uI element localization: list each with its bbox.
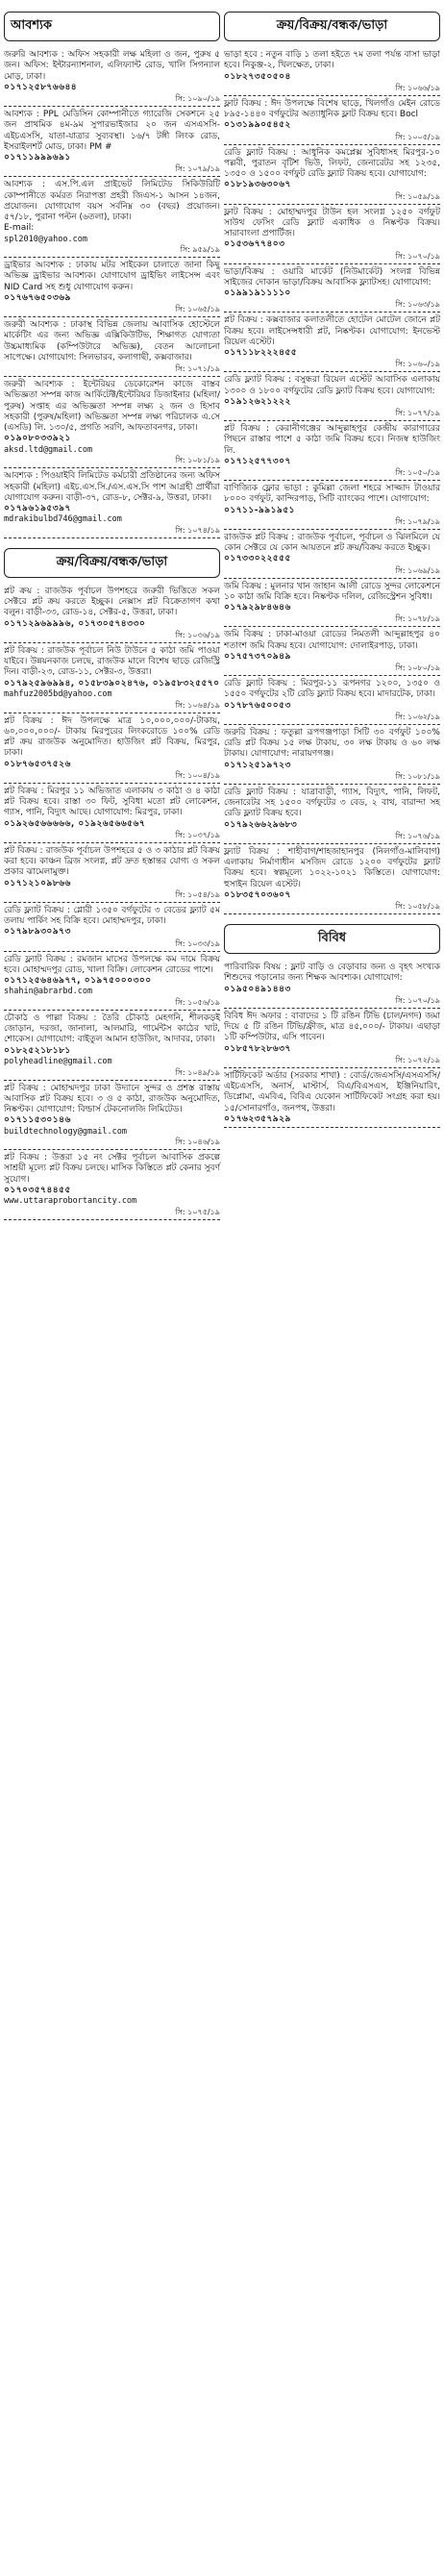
ad-text: প্লট বিক্রয় : কক্সবাজার কলাতলীতে হোটেল মোটেল জোনে প্লট বিক্রয় হবে। লাইসেন্সধারী প্লট, নিষ্কণ্টক। যোগাযোগ: ইনভেস্ট রিয়েল এস্টেট। <box>224 315 440 347</box>
classified-ad <box>224 960 440 1009</box>
classified-ad <box>224 421 440 481</box>
ad-text: জমি বিক্রয় : ঢাকা-মাওয়া রোডের নিমতলী আব্দুল্লাহপুর ৪০ শতাংশ জমি বিক্রয় হবে। যোগাযোগ: দোলাইরপাড়, ঢাকা। <box>224 630 440 651</box>
section-heading-sale-left: ক্রয়/বিক্রয়/বন্ধক/ভাড়া <box>4 548 220 578</box>
classified-ad <box>4 317 220 377</box>
classified-ad <box>4 177 220 258</box>
ad-text: রেডি ফ্ল্যাট বিক্রয় : রমজান মাসের উপলক্ষে কম দামে বিক্রয় হবে। মোহাম্মদপুর রোড, খালা বিক্রি। লোকেশন রোডের পাশে। <box>4 954 220 975</box>
left-column <box>4 8 220 2576</box>
ad-phone: ০১৭৯২৯৮৪৬৪৬ <box>224 603 291 613</box>
classified-ad <box>4 1011 220 1081</box>
ad-reference: সি: ১০৭২/১৯ <box>395 1055 440 1064</box>
ad-reference: সি: ১০৬২/১৯ <box>395 712 440 721</box>
classified-ad <box>224 313 440 372</box>
ad-reference: সি: ১০৬৩/১৯ <box>395 300 440 310</box>
classified-ad <box>4 1081 220 1151</box>
section-heading-needed: আবশ্যক <box>4 12 220 41</box>
ad-email[interactable]: www.uttaraprobortancity.com <box>4 1196 137 1207</box>
ad-email[interactable]: polyheadline@gmail.com <box>4 1056 112 1066</box>
classified-ad <box>224 372 440 421</box>
ad-reference: সি: ১০৪৬/১৯ <box>175 1138 220 1147</box>
ad-text: আবশ্যক : PPL মেডিসিন কোম্পানীতে গ্যারেজি সেকশনে ২৫ জন প্রাথমিক ৪ম-৯ম সুপারভাইজার ২০ জন এসএসসি-এইচএসসি, যাতা-যাত্রার সুব্যবস্থা। ১৬/৭ টঙ্গী লিংক রোড, ইসরাইলশর্ট মোড, ঢাকা। PM # <box>4 110 220 152</box>
ad-reference: সি: ১০৬৫/১৯ <box>175 305 220 314</box>
ad-text: আবশ্যক : এস.পি.এল প্রাইভেট লিমিটেড সিকিউরিটি কোম্পানীতে কর্মরত নিরাপত্তা প্রহরী জিএস-১ আসন ১৪জন, প্রয়োজন। যোগাযোগ বয়স সর্বনিম্ন ৩০ (বছর) প্রয়োজন। ৫৭/১৮, পুরানা পল্টন (৬তলা), ঢাকা। <box>4 180 220 222</box>
ad-reference: সি: ১০৬৬/১৯ <box>395 83 440 92</box>
ad-text: জরুরি আবশ্যক : অফিস সহকারী লক্ষ মহিলা ও জন, পুরুষ ৫ জন। অফিস: ইন্টারন্যাশনাল, এলিফ্যান্ট রোড, খালি সিগন্যাল মোড়, ঢাকা। <box>4 50 220 82</box>
ad-phone: ০১৭১১-৯৯১৯৫১ <box>224 505 295 515</box>
right-column <box>224 8 440 2576</box>
ad-phone: ০১৭১২৫১৯৭২৩ <box>224 760 291 770</box>
ad-phone: ০১৮৫৭৮২৮৬৩৭ <box>224 1043 291 1054</box>
ad-text: প্লট বিক্রয় : কেরানীগঞ্জের আব্দুল্লাহপুর কেন্দ্রীয় কারাগারের পিছনে রাস্তার পাশে ৫ কাঠা জমি বিক্রয় হবে। নিজস্ব হাউজিং লি. <box>224 424 440 456</box>
ad-phone: ০১৮১৯৩৬৩০৬৭ <box>224 180 291 190</box>
ad-reference: সি: ১০৬৪/১৯ <box>175 700 220 710</box>
ad-phone: ০১৭৯৬১৯৫৩৯৭ <box>4 504 71 513</box>
needed-ads-list <box>4 47 220 538</box>
ad-phone: ০১৭১১৫৩০১৪৬ <box>4 1115 71 1126</box>
ad-phone: ০১৭১২৫৬৪৬৯৭৭, ০১৯৭৫০০০৩০০ <box>4 976 152 986</box>
ad-text: ভাড়া/বিক্রয় : ওয়ারি মার্কেট (নিউমার্কেট) সংলগ্ন বিভিন্ন সাইজের দোকান ভাড়া/বিক্রয় আবাসিক ফ্ল্যাটসহ। যোগাযোগ: <box>224 266 440 288</box>
ad-text: ফ্ল্যাট বিক্রয় : শাহীবাগ/শাহজাহানপুর (নিলগাঁও-মালিবাগ) এলাকায় নির্মাণাধীন মসজিদ রোডে ১২০০ বর্গফুটের ফ্ল্যাট বিক্রয় হবে। স্বল্পমূল্যে ১০২২-১০২১ কিস্তিতে। যোগাযোগ: হুসাইন রিয়েল এস্টেট। <box>224 846 440 889</box>
classified-ad <box>224 844 440 914</box>
ad-text: রেডি ফ্ল্যাট বিক্রয় : গ্লোরী ১৩৫০ বর্গফুটের ৩ বেডের ফ্ল্যাট ৫ম তলায় পার্কিং সহ বিক্রি হবে। মোহাম্মদপুর, ঢাকা। <box>4 905 220 926</box>
ad-text: চৌকাঠ ও পাল্লা বিক্রয় : তৈরি চৌকাঠ মেহগনি, শীলকড়ই জোড়ান, দরজা, জানালা, আলমারি, গার্মেন্টস কাঠের খাট, শোকেস। যোগাযোগ: বাইতুল আমান হাউজিং, আদাবর, ঢাকা। <box>4 1013 220 1045</box>
ad-phone: ০১৫৩৬৭৭৪০৩ <box>224 239 285 250</box>
ad-reference: সি: ১০৭০/১৯ <box>395 251 440 261</box>
ad-phone: ০১৩১৯৯০৫৪৫২ <box>224 120 291 131</box>
classified-ad <box>224 1009 440 1068</box>
ad-phone: ০১৭৮৭৬৫০০৫৩ <box>224 700 291 711</box>
classified-ad <box>224 481 440 530</box>
section-heading-misc: বিবিধ <box>224 924 440 954</box>
ad-phone: ০১৮২৫২১৮১৮১ <box>4 1045 71 1056</box>
ad-phone: ০১৭৯২৫৯৬৯৯৪, ০১৫৮৩৯০২৪৭৬, ০১৯৫৮৩২৫৫৭০ <box>4 678 220 688</box>
ad-phone: ০১৭৯৮৯৩০৯৭৩ <box>4 927 71 938</box>
ad-text: ড্রাইভার আবশ্যক : ঢাকায় মটর সাইকেল চালাতে জানা কিছু অভিজ্ঞ ড্রাইভার আবশ্যক। যোগাযোগ ড্রাইভিং লাইসেন্স এবং NID Card সহ শুধু যোগাযোগ করুন। <box>4 261 220 292</box>
ad-reference: সি: ১০৫০/১৯ <box>395 468 440 477</box>
classified-ad <box>4 258 220 317</box>
ad-phone: ০১৮২৭৩৫০৫০৪ <box>224 71 291 82</box>
ad-reference: সি: ১০৩৬/১৯ <box>175 630 220 639</box>
ad-text: প্লট বিক্রয় : রাজউক পূর্বাচল উপশহরে ৫ ও ৩ কাঠার প্লট বিক্রয় করা হবে। কাঞ্চন ব্রিজ সংলগ্ন, প্লট দ্রুত হস্তান্তর যোগ্য ও সকল প্রকার ঝামেলামুক্ত। <box>4 845 220 878</box>
ad-phone: ০১৯৫০৪৯১৪৪৩ <box>224 984 291 994</box>
classified-ad <box>224 785 440 844</box>
ad-phone: ০১৯১২৬২১২২২ <box>224 396 291 407</box>
classified-ad <box>4 47 220 107</box>
classified-ad <box>224 205 440 264</box>
ad-reference: সি: ১০০৫/১৯ <box>395 132 440 141</box>
ad-phone: ০১৭৩৩০২২৫৫৫ <box>224 554 291 564</box>
classified-ad <box>224 530 440 579</box>
classified-ad <box>224 145 440 205</box>
ad-reference: সি: ১০৭৭/১৯ <box>395 409 440 417</box>
ad-phone: ০১৭৯২৬৬২৯৬৮৩ <box>224 819 298 830</box>
ad-email[interactable]: spl2010@yahoo.com <box>4 234 87 244</box>
classified-ad <box>4 584 220 643</box>
ad-phone: ০১৯২৬৫৬৬৬৬৬, ০১৯২৬৫৬৬৫৬৭ <box>4 818 146 829</box>
ad-text: রেডি ফ্ল্যাট বিক্রয় : মিরপুর-১১ রূপনগর ১২০০, ১৩৫০ ও ১৫৫০ বর্গফুটের ২টি রেডি ফ্ল্যাট বিক্রয় হবে। মাদারটেক, ঢাকা। <box>224 679 440 700</box>
ad-reference: সি: ১০৭৯/১৯ <box>175 164 220 174</box>
ad-reference: সি: ১০৮১/১৯ <box>175 456 220 465</box>
ad-text: প্লট বিক্রয় : রাজউক পূর্বাচল নিউ টাউনে ৫ কাঠা জমি পাওয়া যাইবে। উন্নয়নকাজ চলছে, রাজউক মালে বিশেষ ছাড়ে রেজিস্ট্রি দিন। বাড়ী-২৩, রোড-১১, সেক্টর-৩, উত্তরা। <box>4 645 220 678</box>
ad-email[interactable]: mahfuz2005bd@yahoo.com <box>4 688 112 699</box>
ad-phone: ০১৮৩৫৭০৩৬০৭ <box>224 889 291 900</box>
ad-phone: ০১৭০৩৫৭৪৪৫৫ <box>4 1185 71 1195</box>
ad-phone: ০১৭১২৫৮৭৬৬৪৪ <box>4 82 78 92</box>
ad-reference: সি: ১০৫৪/১৯ <box>175 889 220 899</box>
classified-ad <box>224 579 440 628</box>
ad-phone: ০১৭১২৫৭৭৩০৭ <box>224 456 291 466</box>
ad-reference: সি: ১০৭০/১৯ <box>395 995 440 1005</box>
ad-text: জরুরী আবশ্যক : ইন্টেরিয়র ডেকোরেশন কাজে বাস্তব অভিজ্ঞতা সম্পন্ন কাজ আর্কিটেক্ট/ইন্টেরিয়র ডিজাইনার (মহিলা/পুরুষ) সপ্তাহ এর অভিজ্ঞতা সম্পন্ন লক্ষ্য ২ জন ও হিসাব সহকারী (পুরুষ/মহিলা) অভিজ্ঞতা সম্পন্ন লক্ষ্য পরিচালক এ.সে (এসডি) লি. ১৩০/৫, প্রগতি সরণি, আফতাবনগর, ঢাকা। <box>4 380 220 434</box>
ad-text: রেডি ফ্ল্যাট বিক্রয় : যাত্রাবাড়ী, গ্যাস, বিদ্যুৎ, পানি, লিফট, জেনারেটর সহ ১৫০০ বর্গফুটের ৩ বেড, ২ বাথ, বারান্দা সহ রেডি ফ্ল্যাট বিক্রয় হবে। <box>224 787 440 819</box>
sale-ads-list-left <box>4 584 220 1220</box>
ad-reference: সি: ১০৮১/১৯ <box>395 771 440 781</box>
ad-reference: সি: ১০৪৯/১৯ <box>175 1067 220 1077</box>
ad-text: রেডি ফ্ল্যাট বিক্রয় : বসুন্ধরা রিয়েল এস্টেট আবাসিক এলাকায় ১৩০০ ও ১৮০০ বর্গফুটের রেডি ফ্ল্যাট বিক্রয় হবে। যোগাযোগ: <box>224 375 440 396</box>
ad-text: পারিবারিক বিষয় : ফ্লাট বাড়ি ও বেড়াবার জন্য ও বৃহৎ সংখ্যক শিশুদের পড়ানোর জন্য শিক্ষক আবশ্যক। যোগাযোগ: <box>224 963 440 984</box>
ad-phone: ০১৮৭৬৫৩৭৫২৬ <box>4 759 71 769</box>
ad-text: সার্টিফিকেট অর্ডার (সরকার শাখা) : বোর্ড/জেএসসি/এসএসসি/এইচএসসি, অনার্স, মাস্টার্স, বিএ/বিএসএস, ইঞ্জিনিয়ারিং, ডিপ্লোমা, এমবিএ, বিবিএ যেকোন সার্টিফিকেট সংগ্রহ করা হয়। ১৫/সোনারগাঁও, জনপথ, উত্তরা। <box>224 1070 440 1113</box>
classified-ad <box>4 107 220 177</box>
ad-phone: ০১৭৬৭৬৫০৩৬৯ <box>4 292 71 303</box>
ad-email[interactable]: shahin@abrarbd.com <box>4 987 93 997</box>
ad-text: বাণিজ্যিক ফ্লোর ভাড়া : কুমিল্লা জেলা শহরে সাজ্জাদ টাওয়ার ৮০০০ বর্গফুট, কান্দিরপাড়, সিটি ব্যাংকের পাশে। যোগাযোগ: <box>224 484 440 505</box>
classified-ad <box>4 377 220 468</box>
classified-ad <box>4 1150 220 1220</box>
classified-ad <box>4 903 220 952</box>
ad-reference: সি: ১০৭৯/১৯ <box>395 516 440 526</box>
sale-ads-list-right <box>224 47 440 914</box>
ad-reference: সি: ১০৭৪/১৯ <box>175 525 220 535</box>
ad-phone: ০১৭১২৯৬৯৯৯৬, ০১৭৩০৫৭৪৩৩০ <box>4 618 146 629</box>
ad-phone: ০১৭১২১০৯৮৬৬ <box>4 878 71 888</box>
ad-reference: সি: ১০৮০/১৯ <box>395 663 440 672</box>
ad-email[interactable]: aksd.ltd@gmail.com <box>4 444 93 455</box>
classified-ad <box>224 96 440 145</box>
classified-ad <box>4 784 220 843</box>
classified-ad <box>4 643 220 713</box>
classified-ad <box>224 627 440 676</box>
ad-reference: সি: ১০৬০/১৯ <box>395 360 440 369</box>
classified-ad <box>224 676 440 725</box>
ad-text: প্লট বিক্রয় : ঈদ উপলক্ষে মাত্র ১০,০০০,০০০/-টাকায়, ৬০,০০০,০০০/- টাকায় মিরপুরের লিংকরোডে ১০০% রেডি প্লট ক্রয় রাজউক অনুমোদিত। হাউজিং প্লট বিক্রয়, মিরপুর, ঢাকা। <box>4 715 220 759</box>
ad-reference: সি: ১০৫৬/১৯ <box>175 997 220 1007</box>
ad-text: রাজউক প্লট বিক্রয় : রাজউক পূর্বাচল, পূর্বাচল ও ঝিলমিলে যে কোন সেক্টরে যে কোন আয়তনে প্লট ক্রয়/বিক্রয় করতে ইচ্ছুক। <box>224 532 440 553</box>
ad-reference: সি: ১০৫৮/১৯ <box>395 902 440 911</box>
ad-phone: ০১৭৬২৩৫৭৯২৯ <box>224 1113 291 1124</box>
classified-ad <box>4 713 220 784</box>
section-heading-sale-right: ক্রয়/বিক্রয়/বন্ধক/ভাড়া <box>224 12 440 41</box>
ad-text: প্লট বিক্রয় : মোহাম্মদপুর ঢাকা উদ্যানে সুন্দর ও প্রশস্ত রাস্তায় আবাসিক প্লট বিক্রয় হবে। ৩ ও ৫ কাঠা, রাজউক অনুমোদিত, নিষ্কণ্টক। যোগাযোগ: বিল্ডার্স টেকনোলজি লিমিটেড। <box>4 1083 220 1114</box>
ad-text: রেডি ফ্ল্যাট বিক্রয় : আধুনিক কমপ্লেক্স সুবিধাসহ মিরপুর-১০ পল্লবী, পুরাতন বৃটিশ ভিউ, লিফট, জেনারেটর সহ ১২৩৫, ১৩৫০ ও ১৫০০ বর্গফুট রেডি ফ্ল্যাট বিক্রয় হবে। যোগাযোগ: <box>224 147 440 179</box>
classified-ad <box>4 952 220 1011</box>
ad-reference: সি: ৯৫৯/১৯ <box>180 245 220 255</box>
ad-phone: ০১৭৫৭৩৭০৯৪৯ <box>224 651 291 662</box>
ad-phone: ০১৭১১৮২২২৪৫৫ <box>224 348 298 358</box>
ad-email-label: E-mail: <box>4 223 35 234</box>
ad-reference: সি: ১০৯০/১৯ <box>175 94 220 103</box>
ad-text: আবশ্যক : পিওয়াইবি লিমিটেড কর্মচারী প্রতিষ্ঠানের জন্য অফিস সহকারী (মহিলা) এইচ.এস.সি./এস.এস.সি পাশ আগ্রহী প্রার্থীরা যোগাযোগ করুন। বাড়ী-৩৭, রোড-৮, সেক্টর-৯, উত্তরা, ঢাকা। <box>4 471 220 503</box>
ad-reference: সি: ১০০৪/১৯ <box>175 770 220 780</box>
ad-reference: সি: ১০৭৮/১৯ <box>395 614 440 624</box>
ad-text: প্লট বিক্রয় : উত্তরা ১৫ নং সেক্টর পূর্বাচল আবাসিক প্রকল্পে সাশ্রয়ী মূল্যে প্লট বিক্রয় চলছে। মাসিক কিস্তিতে প্লট কেনার সুবর্ণ সুযোগ। <box>4 1153 220 1185</box>
misc-ads-list <box>224 960 440 1128</box>
ad-phone: ০১৯৯১৯১১১১০ <box>224 288 291 298</box>
ad-text: প্লট বিক্রয় : মিরপুর ১১ অভিজাত এলাকায় ৩ কাঠা ও ৪ কাঠা প্লট বিক্রয় হবে। রাস্তা ৩০ ফিট, সুবিধা মতো প্লট লোকেশন, গ্যাস, পানি, বিদ্যুৎ আছে। যোগাযোগ: মিরপুর, ঢাকা। <box>4 786 220 818</box>
ad-text: জমি বিক্রয় : মুলনার খান জাহান আলী রোডে সুন্দর লোকেশনে ১০ কাঠা জমি বিক্রি হবে। নিষ্কণ্টক দলিল, রেজিস্ট্রেশন সুবিধা। <box>224 581 440 602</box>
classified-ad <box>224 264 440 313</box>
ad-email[interactable]: mdrakibulbd746@gmail.com <box>4 514 122 525</box>
ad-reference: সি: ১০৭৫/১৯ <box>175 1207 220 1216</box>
ad-reference: সি: ১০৬৯/১৯ <box>395 565 440 575</box>
ad-reference: সি: ১০৫৯/১৯ <box>395 191 440 201</box>
ad-reference: সি: ১০৭৬/১৯ <box>395 831 440 840</box>
ad-text: জরুরী আবশ্যক : ঢাকাস্থ বিভিন্ন জেলায় আবাসিক হোস্টেলে মার্কেটিং এর জন্য অভিজ্ঞ এক্সিকিউটিভ, শিক্ষাগত যোগ্যতা উচ্চমাধ্যমিক (কম্পিউটারে অভিজ্ঞ), বেতন আলোচনা সাপেক্ষে। যোগাযোগ: সিলভারব, কলাগাছী, কক্সবাজার। <box>4 320 220 363</box>
ad-reference: সি: ১০৩৭/১৯ <box>175 830 220 839</box>
ad-text: প্লট ক্রয় : রাজউক পূর্বাচল উপশহরে জরুরী ভিত্তিতে সকল সেক্টরে প্লট ক্রয় করতে ইচ্ছুক। নেক্সাস প্লট বিক্রেতাগণ কথা বলুন। বাড়ী-৩৩, রোড-১৪, সেক্টর-৫, উত্তরা, ঢাকা। <box>4 586 220 618</box>
ad-text: জরুরি বিক্রয় : ফতুল্লা রূপগঞ্জপাড়া সিটি ৩০ বর্গফুট ১০০% রেডি প্লট বিক্রয় ১৫ লক্ষ টাকায়, ৩০ লক্ষ টাকায় ও ৬০ লক্ষ টাকায়। যোগাযোগ: নারায়ণগঞ্জ। <box>224 727 440 760</box>
classified-ad <box>224 47 440 96</box>
ad-reference: সি: ১০৩৩/১৯ <box>175 938 220 948</box>
classified-ad <box>4 468 220 538</box>
classified-ad <box>224 1068 440 1128</box>
ad-text: বিবিধ ঈদ অফার : বাবাদের ১ টি রঙিন টিভি (চাল/নগদ) জমা দিয়ে ৫ টি রঙিন টিভি/ফ্রীজ, মাত্র ৪৫,০০০/- টাকায়। এছাড়া ১টি কম্পিউটার, এসি পাবেন। <box>224 1011 440 1043</box>
ad-reference: সি: ১০৭১/১৯ <box>175 364 220 374</box>
ad-phone: ০১৯০৮০৩৩৯২১ <box>4 434 71 444</box>
ad-text: ফ্লাট বিক্রয় : মোহাম্মদপুর টাউন হল সংলগ্ন ১২৫০ বর্গফুট সাউথ ফেসিং রেডি ফ্ল্যাট একাধিক ও নিষ্কণ্টক বিক্রয়। সারাবাংলা প্রপার্টিজ। <box>224 207 440 238</box>
classified-ad <box>224 725 440 785</box>
ad-text: ভাড়া হবে : নতুন বাড়ি ১ তলা হইতে ৭ম তলা পর্যন্ত বাসা ভাড়া হবে। নিকুঞ্জ-২, খিলক্ষেত, ঢাকা। <box>224 50 440 71</box>
ad-text: ফ্লাট বিক্রয় : ঈদ উপলক্ষে বিশেষ ছাড়ে, খিলগাঁও মেইন রোডে ৮৯৫-১৪৪০ বর্গফুটের অত্যাধুনিক ফ্লাট বিক্রয় হবে। Bocl <box>224 98 440 119</box>
classified-ad <box>4 843 220 903</box>
ad-email[interactable]: buildtechnology@gmail.com <box>4 1126 127 1137</box>
ad-phone: ০১৭১১৯৯৯৬৯১ <box>4 153 71 163</box>
